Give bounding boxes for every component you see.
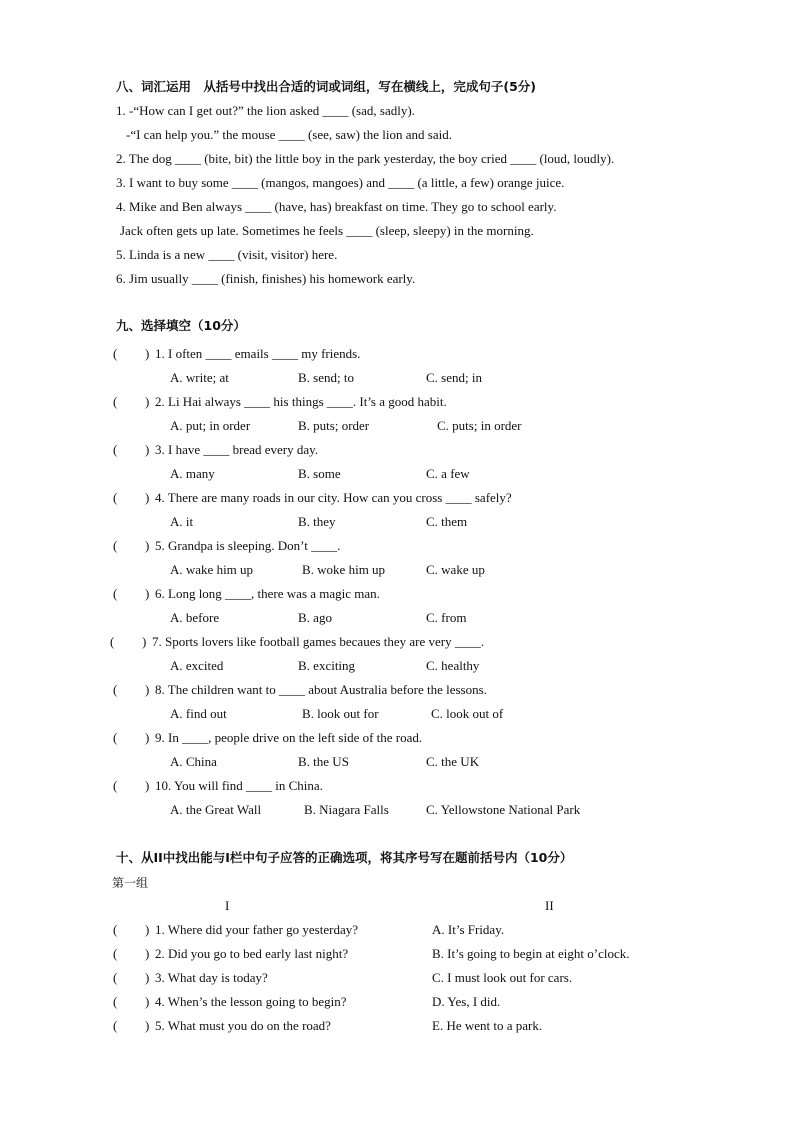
group-label: 第一组	[112, 876, 149, 890]
question-text: 2. Li Hai always ____ his things ____. It’s a good habit.	[155, 394, 447, 409]
question-text: 9. In ____, people drive on the left side of the road.	[155, 730, 423, 745]
answer-paren-right[interactable]: )	[145, 1018, 150, 1033]
s8-line-5: 4. Mike and Ben always ____ (have, has) breakfast on time. They go to school early.	[116, 199, 557, 214]
option-b: B. the US	[298, 754, 349, 769]
question-text: 10. You will find ____ in China.	[155, 778, 323, 793]
s8-line-4: 3. I want to buy some ____ (mangos, mangoes) and ____ (a little, a few) orange juice.	[116, 175, 565, 190]
question-text: 7. Sports lovers like football games becaues they are very ____.	[152, 634, 485, 649]
match-answer: A. It’s Friday.	[432, 922, 505, 937]
question-text: 3. I have ____ bread every day.	[155, 442, 319, 457]
option-b: B. some	[298, 466, 341, 481]
match-question: 3. What day is today?	[155, 970, 268, 985]
option-c: C. wake up	[426, 562, 485, 577]
answer-paren-left[interactable]: (	[113, 490, 118, 505]
match-question: 1. Where did your father go yesterday?	[155, 922, 358, 937]
option-a: A. China	[170, 754, 217, 769]
option-a: A. it	[170, 514, 194, 529]
option-b: B. exciting	[298, 658, 356, 673]
answer-paren-right[interactable]: )	[145, 922, 150, 937]
s8-line-6: Jack often gets up late. Sometimes he feels ____ (sleep, sleepy) in the morning.	[120, 223, 534, 238]
question-text: 1. I often ____ emails ____ my friends.	[155, 346, 361, 361]
answer-paren-left[interactable]: (	[110, 634, 115, 649]
match-question: 4. When’s the lesson going to begin?	[155, 994, 347, 1009]
option-c: C. Yellowstone National Park	[426, 802, 581, 817]
section-9-heading: 九、选择填空（10分）	[116, 318, 246, 333]
option-c: C. a few	[426, 466, 470, 481]
answer-paren-right[interactable]: )	[145, 778, 150, 793]
option-a: A. the Great Wall	[170, 802, 262, 817]
option-b: B. send; to	[298, 370, 354, 385]
option-c: C. the UK	[426, 754, 480, 769]
option-b: B. look out for	[302, 706, 379, 721]
match-answer: E. He went to a park.	[432, 1018, 543, 1033]
option-a: A. wake him up	[170, 562, 254, 577]
question-text: 6. Long long ____, there was a magic man.	[155, 586, 380, 601]
answer-paren-left[interactable]: (	[113, 994, 118, 1009]
option-c: C. puts; in order	[437, 418, 522, 433]
match-question: 5. What must you do on the road?	[155, 1018, 331, 1033]
match-answer: B. It’s going to begin at eight o’clock.	[432, 946, 630, 961]
question-text: 4. There are many roads in our city. How can you cross ____ safely?	[155, 490, 512, 505]
answer-paren-right[interactable]: )	[145, 538, 150, 553]
option-a: A. find out	[170, 706, 227, 721]
match-answer: C. I must look out for cars.	[432, 970, 573, 985]
s8-line-2: -“I can help you.” the mouse ____ (see, saw) the lion and said.	[126, 127, 452, 142]
match-answer: D. Yes, I did.	[432, 994, 501, 1009]
option-b: B. they	[298, 514, 336, 529]
option-b: B. woke him up	[302, 562, 386, 577]
option-a: A. write; at	[170, 370, 229, 385]
match-question: 2. Did you go to bed early last night?	[155, 946, 349, 961]
answer-paren-left[interactable]: (	[113, 586, 118, 601]
option-a: A. many	[170, 466, 215, 481]
option-c: C. look out of	[431, 706, 504, 721]
question-text: 8. The children want to ____ about Australia before the lessons.	[155, 682, 487, 697]
answer-paren-right[interactable]: )	[145, 682, 150, 697]
s8-line-1: 1. -“How can I get out?” the lion asked ____ (sad, sadly).	[116, 103, 415, 118]
answer-paren-left[interactable]: (	[113, 394, 118, 409]
answer-paren-left[interactable]: (	[113, 1018, 118, 1033]
answer-paren-left[interactable]: (	[113, 442, 118, 457]
option-a: A. put; in order	[170, 418, 251, 433]
s8-line-7: 5. Linda is a new ____ (visit, visitor) here.	[116, 247, 338, 262]
column-I-header: I	[225, 898, 230, 913]
s8-line-8: 6. Jim usually ____ (finish, finishes) his homework early.	[116, 271, 416, 286]
option-b: B. Niagara Falls	[304, 802, 389, 817]
answer-paren-right[interactable]: )	[145, 346, 150, 361]
option-b: B. puts; order	[298, 418, 370, 433]
option-c: C. send; in	[426, 370, 482, 385]
column-II-header: II	[545, 898, 554, 913]
answer-paren-left[interactable]: (	[113, 970, 118, 985]
section-8-heading	[116, 79, 536, 95]
answer-paren-left[interactable]: (	[113, 922, 118, 937]
answer-paren-right[interactable]: )	[145, 490, 150, 505]
answer-paren-left[interactable]: (	[113, 346, 118, 361]
answer-paren-right[interactable]: )	[145, 994, 150, 1009]
answer-paren-right[interactable]: )	[145, 970, 150, 985]
answer-paren-left[interactable]: (	[113, 730, 118, 745]
option-a: A. excited	[170, 658, 224, 673]
s8-line-3: 2. The dog ____ (bite, bit) the little boy in the park yesterday, the boy cried ____ (loud, loudly).	[116, 151, 615, 166]
answer-paren-left[interactable]: (	[113, 946, 118, 961]
answer-paren-left[interactable]: (	[113, 778, 118, 793]
question-text: 5. Grandpa is sleeping. Don’t ____.	[155, 538, 341, 553]
answer-paren-right[interactable]: )	[142, 634, 147, 649]
option-c: C. healthy	[426, 658, 480, 673]
section-10-heading: 十、从II中找出能与I栏中句子应答的正确选项，将其序号写在题前括号内（10分）	[116, 850, 573, 865]
option-a: A. before	[170, 610, 220, 625]
answer-paren-right[interactable]: )	[145, 586, 150, 601]
section-8-title: 八、词汇运用	[116, 79, 192, 94]
section-8-instruction: 从括号中找出合适的词或词组，写在横线上，完成句子(5分)	[203, 79, 536, 94]
answer-paren-left[interactable]: (	[113, 538, 118, 553]
option-c: C. them	[426, 514, 468, 529]
answer-paren-right[interactable]: )	[145, 394, 150, 409]
answer-paren-right[interactable]: )	[145, 730, 150, 745]
answer-paren-right[interactable]: )	[145, 442, 150, 457]
answer-paren-left[interactable]: (	[113, 682, 118, 697]
option-b: B. ago	[298, 610, 332, 625]
answer-paren-right[interactable]: )	[145, 946, 150, 961]
option-c: C. from	[426, 610, 467, 625]
